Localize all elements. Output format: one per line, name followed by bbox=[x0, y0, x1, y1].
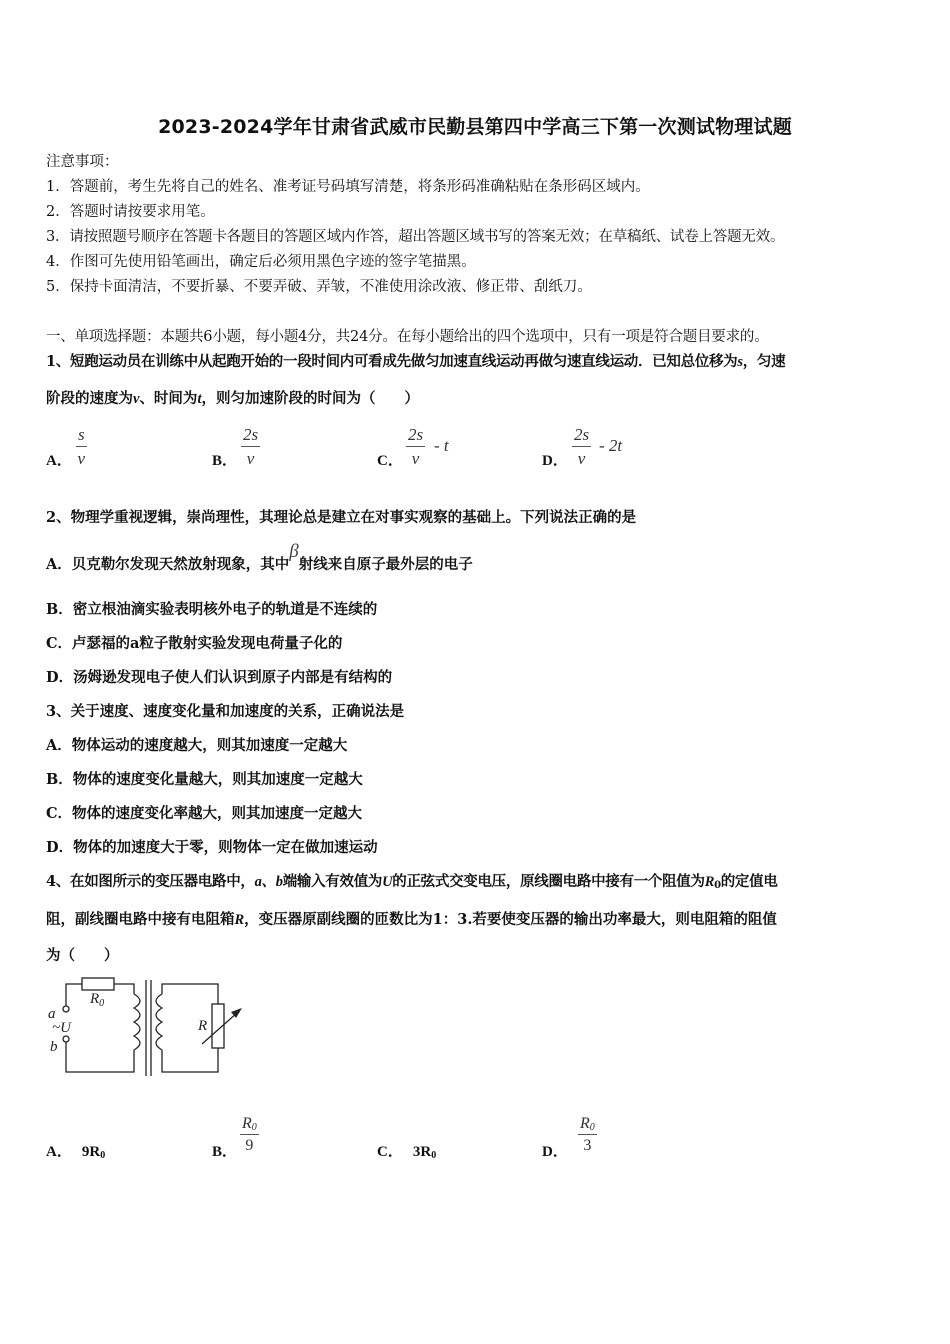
q3-stem: 3、关于速度、速度变化量和加速度的关系，正确说法是 bbox=[46, 703, 405, 720]
q4-option-b-fraction: $R_0$ 9 bbox=[242, 1115, 257, 1154]
q4-stem-line1: 4、在如图所示的变压器电路中，a、b端输入有效值为U的正弦式交变电压，原线圈电路中接有一个阻值为$R_0$的定值电 bbox=[46, 873, 778, 891]
q1-option-a-fraction: s v bbox=[77, 425, 86, 468]
notice-heading: 注意事项： bbox=[46, 154, 119, 170]
q1-option-d-label: D． bbox=[542, 453, 568, 469]
q4-stem-line2: 阻，副线圈电路中接有电阻箱R，变压器原副线圈的匝数比为1：3.若要使变压器的输出功率最大，则电阻箱的阻值 bbox=[46, 911, 777, 928]
page-title: 2023-2024学年甘肃省武威市民勤县第四中学高三下第一次测试物理试题 bbox=[158, 116, 792, 138]
circuit-label-b: b bbox=[50, 1039, 58, 1055]
circuit-label-a: a bbox=[48, 1006, 56, 1022]
q4-option-a: A． $9R_0$ bbox=[46, 1144, 106, 1161]
q1-option-d-tail: - 2t bbox=[599, 436, 623, 455]
circuit-label-r: R bbox=[198, 1018, 208, 1034]
q2-option-b: B．密立根油滴实验表明核外电子的轨道是不连续的 bbox=[46, 601, 378, 618]
q3-option-b: B．物体的速度变化量越大，则其加速度一定越大 bbox=[46, 771, 363, 788]
q2-option-d: D．汤姆逊发现电子使人们认识到原子内部是有结构的 bbox=[46, 669, 393, 686]
q2-option-c: C．卢瑟福的a粒子散射实验发现电荷量子化的 bbox=[46, 635, 343, 652]
q4-option-b-label: B． bbox=[212, 1144, 238, 1160]
circuit-label-u: ~U bbox=[52, 1020, 71, 1036]
q1-stem-line2: 阶段的速度为v、时间为t，则匀加速阶段的时间为（ ） bbox=[46, 390, 419, 407]
notice-item: 5．保持卡面清洁，不要折暴、不要弄破、弄皱，不准使用涂改液、修正带、刮纸刀。 bbox=[46, 279, 592, 295]
q4-option-c: C． $3R_0$ bbox=[377, 1144, 437, 1161]
q1-option-d-fraction: 2s v bbox=[574, 425, 590, 468]
q1-option-c-label: C． bbox=[377, 453, 403, 469]
q1-option-b-label: B． bbox=[212, 453, 238, 469]
q2-stem: 2、物理学重视逻辑，崇尚理性，其理论总是建立在对事实观察的基础上。下列说法正确的是 bbox=[46, 509, 637, 526]
transformer-circuit-diagram bbox=[44, 972, 254, 1080]
notice-item: 1．答题前，考生先将自己的姓名、准考证号码填写清楚，将条形码准确粘贴在条形码区域内。 bbox=[46, 179, 650, 195]
circuit-label-r0: $R_0$ bbox=[90, 991, 105, 1009]
q1-option-c-fraction: 2s v bbox=[408, 425, 424, 468]
q4-option-d-fraction: $R_0$ 3 bbox=[580, 1115, 595, 1154]
q1-option-b-fraction: 2s v bbox=[243, 425, 259, 468]
q1-option-a-label: A． bbox=[46, 453, 72, 469]
notice-item: 4．作图可先使用铅笔画出，确定后必须用黑色字迹的签字笔描黑。 bbox=[46, 254, 476, 270]
q1-stem-line1: 1、短跑运动员在训练中从起跑开始的一段时间内可看成先做匀加速直线运动再做匀速直线运动．已知总位移为s，匀速 bbox=[46, 353, 786, 370]
section-heading: 一、单项选择题：本题共6小题，每小题4分，共24分。在每小题给出的四个选项中，只有一项是符合题目要求的。 bbox=[46, 329, 769, 345]
q4-stem-line3: 为（ ） bbox=[46, 947, 119, 964]
q3-option-a: A．物体运动的速度越大，则其加速度一定越大 bbox=[46, 737, 348, 754]
q3-option-c: C．物体的速度变化率越大，则其加速度一定越大 bbox=[46, 805, 363, 822]
q2-option-a: A．贝克勒尔发现天然放射现象，其中β射线来自原子最外层的电子 bbox=[46, 541, 473, 573]
q3-option-d: D．物体的加速度大于零，则物体一定在做加速运动 bbox=[46, 839, 378, 856]
q1-option-c-tail: - t bbox=[434, 436, 449, 455]
notice-item: 3．请按照题号顺序在答题卡各题目的答题区域内作答，超出答题区域书写的答案无效；在草稿纸、试卷上答题无效。 bbox=[46, 229, 785, 245]
q4-option-d-label: D． bbox=[542, 1144, 568, 1160]
notice-item: 2．答题时请按要求用笔。 bbox=[46, 204, 215, 220]
